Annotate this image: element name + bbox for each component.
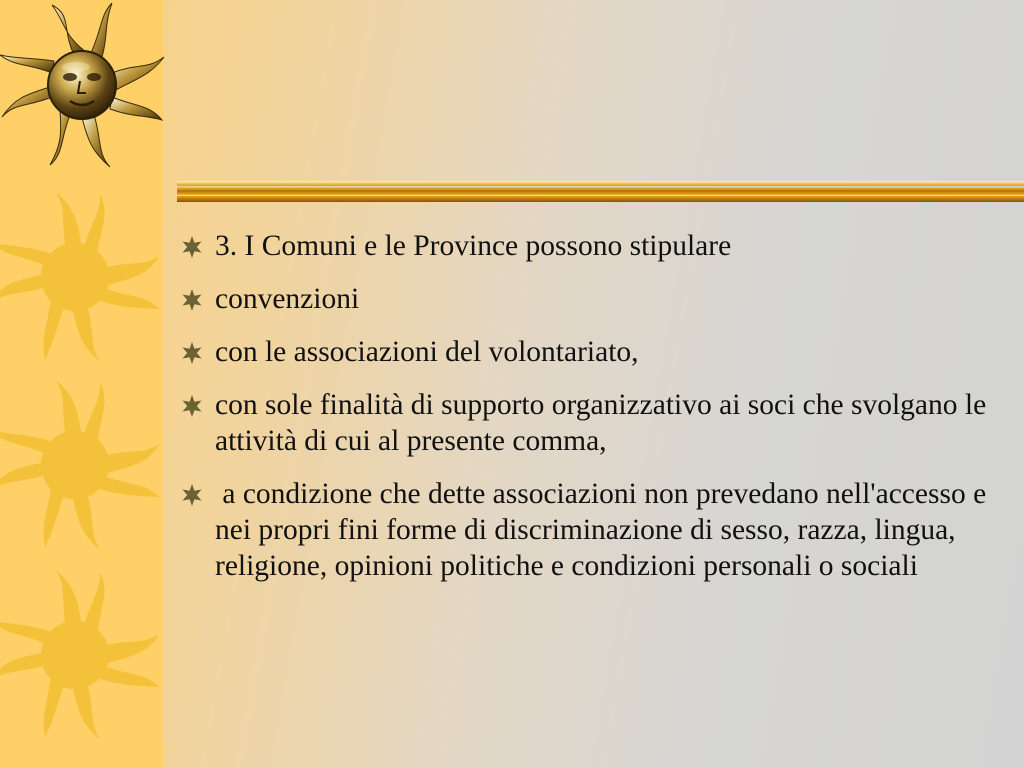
sun-icon bbox=[0, 188, 164, 366]
six-pointed-star-icon bbox=[180, 483, 204, 507]
six-pointed-star-icon bbox=[180, 235, 204, 259]
bullet-text: convenzioni bbox=[215, 283, 360, 315]
bullet-item bbox=[180, 476, 1020, 584]
six-pointed-star-icon bbox=[180, 394, 204, 418]
bullet-item bbox=[180, 281, 1020, 317]
bullet-item bbox=[180, 334, 1020, 370]
bullet-item bbox=[180, 387, 1020, 459]
sun-face-icon bbox=[0, 0, 170, 170]
sun-icon bbox=[0, 566, 164, 744]
left-decorative-strip bbox=[0, 0, 163, 768]
bullet-list bbox=[180, 228, 1020, 601]
divider-band-bottom bbox=[177, 196, 1024, 202]
bullet-item bbox=[180, 228, 1020, 264]
divider-band-middle bbox=[177, 187, 1024, 195]
bullet-text: con le associazioni del volontariato, bbox=[215, 336, 639, 368]
bullet-text: a condizione che dette associazioni non prevedano nell'accesso e nei propri fini forme di discriminazione di sesso, razza, lingua, religione, opinioni politiche e condizioni personali o sociali bbox=[215, 478, 994, 582]
gold-divider-bar bbox=[177, 181, 1024, 204]
bullet-text: 3. I Comuni e le Province possono stipulare bbox=[215, 230, 732, 262]
divider-band-top bbox=[177, 181, 1024, 186]
sun-icon bbox=[0, 376, 164, 554]
six-pointed-star-icon bbox=[180, 288, 204, 312]
bullet-text: con sole finalità di supporto organizzativo ai soci che svolgano le attività di cui al presente comma, bbox=[215, 389, 987, 457]
six-pointed-star-icon bbox=[180, 341, 204, 365]
